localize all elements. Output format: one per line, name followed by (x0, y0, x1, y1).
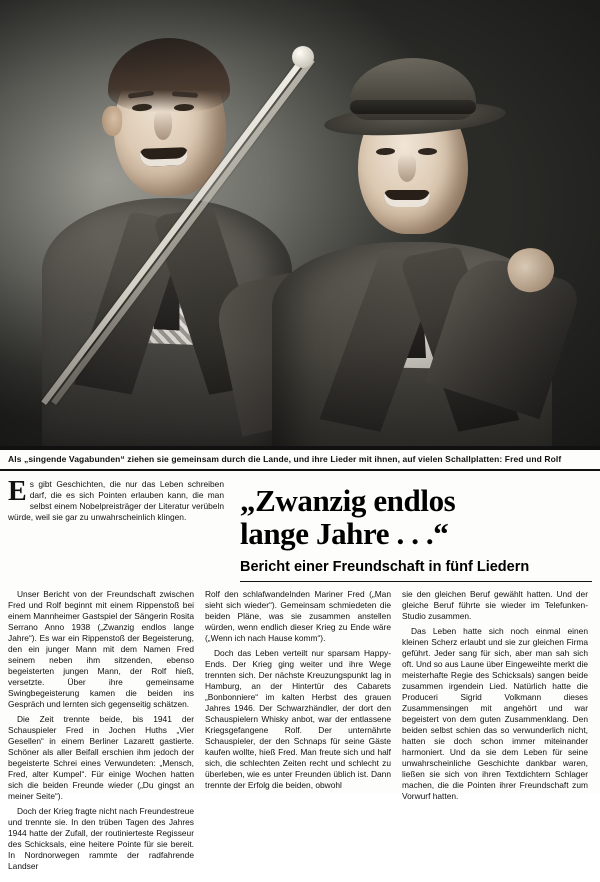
intro-paragraph (8, 476, 224, 523)
intro-text: s gibt Geschichten, die nur das Leben schreiben darf, die es sich Pointen erlauben kann, die man selbst einem Nobelpreisträger der Literatur verübeln würde, weil sie gar zu unwahrscheinlich klingen. (8, 479, 224, 523)
drop-cap: E (8, 476, 27, 507)
title-underline-rule (240, 581, 592, 582)
photo-caption: Als „singende Vagabunden“ ziehen sie gemeinsam durch die Lande, und ihre Lieder mit ihnen, auf vielen Schallplatten: Fred und Rolf (0, 448, 600, 471)
page-title-line1: „Zwanzig endlos (240, 483, 456, 518)
page-title-line2: lange Jahre . . .“ (240, 515, 449, 551)
paragraph: Die Zeit trennte beide, bis 1941 der Schauspieler Fred in Jochen Huths „Vier Gesellen“ in einem Berliner Lazarett gastierte. Schöner als aller Beifall erschien ihm jedoch der begeisterte Schrei eines Verwundeten: „Mensch, Fred, alter Kumpel“. Für einige Wochen hatten sich die beiden Freunde wieder („Du gingst an meiner Seite“). (8, 714, 194, 802)
body-column-1 (8, 589, 194, 876)
article-body (0, 582, 600, 882)
page-title (240, 485, 592, 551)
intro-paragraph-block (8, 476, 224, 582)
body-column-2 (205, 589, 391, 795)
body-column-3 (402, 589, 588, 806)
title-block (234, 479, 592, 582)
paragraph: Unser Bericht von der Freundschaft zwischen Fred und Rolf beginnt mit einem Rippenstoß bei einem Mannheimer Gastspiel der Sängerin Rosita Serrano Anno 1938 („Zwanzig endlos lange Jahre“). Es war ein Rippenstoß der Begeisterung, den ein junger Mann mit dem Namen Fred seinem neben ihm sitzenden, ebenso begeisterten jungen Mann, der Rolf hieß, versetzte. Über ihre gemeinsame Swingbegeisterung kamen die beiden ins Gespräch und lernten sich gegenseitig schätzen. (8, 589, 194, 710)
photo-bottom-rule (0, 446, 600, 448)
paragraph: Rolf den schlafwandelnden Mariner Fred („Man sieht sich wieder“). Gemeinsam schmiedeten die beiden Pläne, was sie zusammen anstellen würden, wenn endlich dieser Krieg zu Ende wäre („Wenn ich nach Hause komm“). (205, 589, 391, 644)
page-subtitle: Bericht einer Freundschaft in fünf Liedern (240, 558, 530, 575)
paragraph: Doch das Leben verteilt nur sparsam Happy-Ends. Der Krieg ging weiter und ihre Wege trennten sich. Der nächste Kreuzungspunkt lag in Hamburg, an der Hintertür des Cabarets „Bonbonniere“ im kalten Herbst des grauen Jahres 1946. Der Schwarzhändler, der dort den Schauspielern Whisky anbot, war der entlassene Kriegsgefangene Rolf. Der unternährte Schauspieler, der den Schnaps für seine Gäste kaufen wollte, hieß Fred. Man freute sich und half sich, die schlechten Zeiten recht und schlecht zu überleben, wie es unter Freunden üblich ist. Dann trennte der Erfolg die beiden, obwohl (205, 648, 391, 791)
paragraph: Das Leben hatte sich noch einmal einen kleinen Scherz erlaubt und sie zur gleichen Firma geführt. Jeder sang für sich, aber man sah sich oft. Und so aus Laune über Eingeweihte merkt die meisterhafte Regie des Schicksals) sangen beide zusammen irgendein Lied. Natürlich hatte die Produceri Sigrid Volkmann dieses Zusammensingen mit angehört und war begeistert von dem guten Zusammenklang. Den beiden selbst schien das so verwunderlich nicht, hatten sie doch schon immer miteinander harmoniert. Und da sie dem Leben für seine unwahrscheinliche Geschichte dankbar waren, ließen sie sich von ihren Textdichtern Schlager machen, die die Pointen ihrer Freundschaft zum Vorwurf hatten. (402, 626, 588, 802)
paragraph: Doch der Krieg fragte nicht nach Freundestreue und trennte sie. In den trüben Tagen des Jahres 1944 hatte der Zufall, der routinierteste Regisseur des Schicksals, eine heitere Pointe für sie bereit. In Nordnorwegen rammte der radfahrende Landser (8, 806, 194, 872)
paragraph: sie den gleichen Beruf gewählt hatten. Und der gleiche Beruf führte sie wieder im Telefunken-Studio zusammen. (402, 589, 588, 622)
headline-zone (0, 471, 600, 582)
